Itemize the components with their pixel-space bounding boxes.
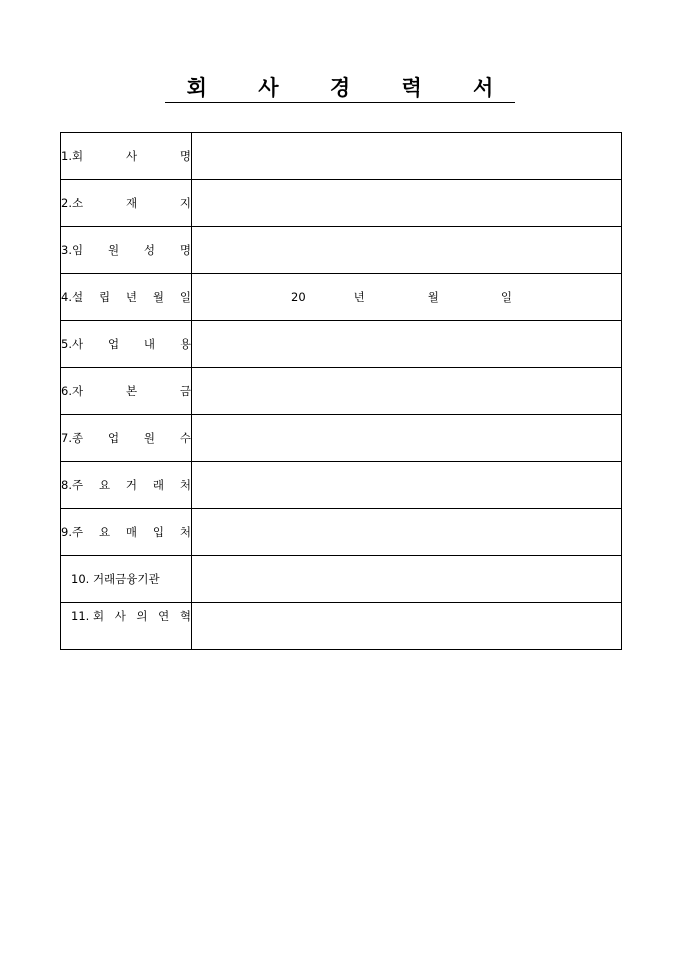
field-company-name[interactable]	[192, 133, 622, 180]
label-location: 2.소 재 지	[61, 180, 192, 227]
row-executive-names	[61, 227, 622, 274]
date-year-unit: 년	[353, 290, 365, 304]
label-company-name: 1.회 사 명	[61, 133, 192, 180]
row-employee-count	[61, 415, 622, 462]
label-main-suppliers: 9.주 요 매 입 처	[61, 509, 192, 556]
date-day-unit: 일	[500, 290, 512, 304]
row-business-content	[61, 321, 622, 368]
field-main-suppliers[interactable]	[192, 509, 622, 556]
field-financial-institution[interactable]	[192, 556, 622, 603]
field-location[interactable]	[192, 180, 622, 227]
field-executive-names[interactable]	[192, 227, 622, 274]
label-capital: 6.자 본 금	[61, 368, 192, 415]
label-employee-count: 7.종 업 원 수	[61, 415, 192, 462]
row-establishment-date	[61, 274, 622, 321]
row-capital	[61, 368, 622, 415]
row-financial-institution	[61, 556, 622, 603]
label-main-customers: 8.주 요 거 래 처	[61, 462, 192, 509]
row-location	[61, 180, 622, 227]
date-year-prefix: 20	[291, 290, 306, 304]
label-business-content: 5.사 업 내 용	[61, 321, 192, 368]
field-capital[interactable]	[192, 368, 622, 415]
row-company-history	[61, 603, 622, 650]
label-company-history: 11. 회 사 의 연 혁	[61, 603, 192, 650]
field-company-history[interactable]	[192, 603, 622, 650]
field-main-customers[interactable]	[192, 462, 622, 509]
document-title: 회 사 경 력 서	[165, 76, 516, 103]
field-establishment-date[interactable]	[192, 274, 622, 321]
career-form-table	[60, 132, 622, 650]
row-company-name	[61, 133, 622, 180]
field-business-content[interactable]	[192, 321, 622, 368]
label-establishment-date: 4.설 립 년 월 일	[61, 274, 192, 321]
label-executive-names: 3.임 원 성 명	[61, 227, 192, 274]
document-title-wrap	[0, 76, 680, 103]
date-month-unit: 월	[427, 290, 439, 304]
label-financial-institution: 10. 거래금융기관	[61, 556, 192, 603]
row-main-customers	[61, 462, 622, 509]
row-main-suppliers	[61, 509, 622, 556]
field-employee-count[interactable]	[192, 415, 622, 462]
